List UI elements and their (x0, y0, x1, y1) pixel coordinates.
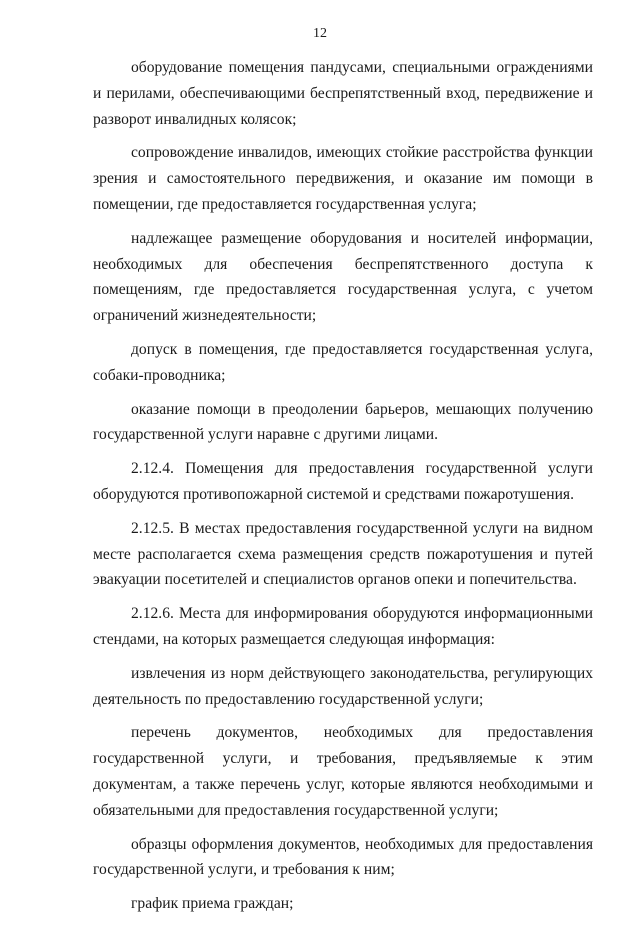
document-body (93, 55, 593, 925)
paragraph-guide-dog: допуск в помещения, где предоставляется государственная услуга, собаки-проводника; (93, 340, 593, 384)
page-number: 12 (313, 26, 327, 41)
paragraph-2-12-4: 2.12.4. Помещения для предоставления государственной услуги оборудуются противопожарной системой и средствами пожаротушения. (93, 460, 593, 503)
paragraph-barrier-help: оказание помощи в преодолении барьеров, мешающих получению государственной услуги наравне с другими лицами. (93, 400, 593, 444)
paragraph-law-extracts: извлечения из норм действующего законодательства, регулирующих деятельность по предоставлению государственной услуги; (93, 664, 593, 708)
paragraph-2-12-6: 2.12.6. Места для информирования оборудуются информационными стендами, на которых размещается следующая информация: (93, 605, 593, 648)
paragraph-document-samples: образцы оформления документов, необходимых для предоставления государственной услуги, и требования к ним; (93, 835, 593, 879)
paragraph-2-12-5: 2.12.5. В местах предоставления государственной услуги на видном месте располагается схема размещения средств пожаротушения и путей эвакуации посетителей и специалистов органов опеки и попечительства. (93, 519, 593, 589)
paragraph-documents-list: перечень документов, необходимых для предоставления государственной услуги, и требования, предъявляемые к этим документам, а также перечень услуг, которые являются необходимыми и обязательными для предоставления государственной услуги; (93, 724, 593, 819)
paragraph-equipment-placement: надлежащее размещение оборудования и носителей информации, необходимых для обеспечения беспрепятственного доступа к помещениям, где предоставляется государственная услуга, с учетом ограничений жизнедеятельности; (93, 229, 593, 325)
paragraph-escort: сопровождение инвалидов, имеющих стойкие расстройства функции зрения и самостоятельного передвижения, и оказание им помощи в помещении, где предоставляется государственная услуга; (93, 144, 593, 213)
paragraph-schedule: график приема граждан; (131, 895, 294, 913)
paragraph-ramps: оборудование помещения пандусами, специальными ограждениями и перилами, обеспечивающими беспрепятственный вход, передвижение и разворот инвалидных колясок; (93, 59, 593, 128)
